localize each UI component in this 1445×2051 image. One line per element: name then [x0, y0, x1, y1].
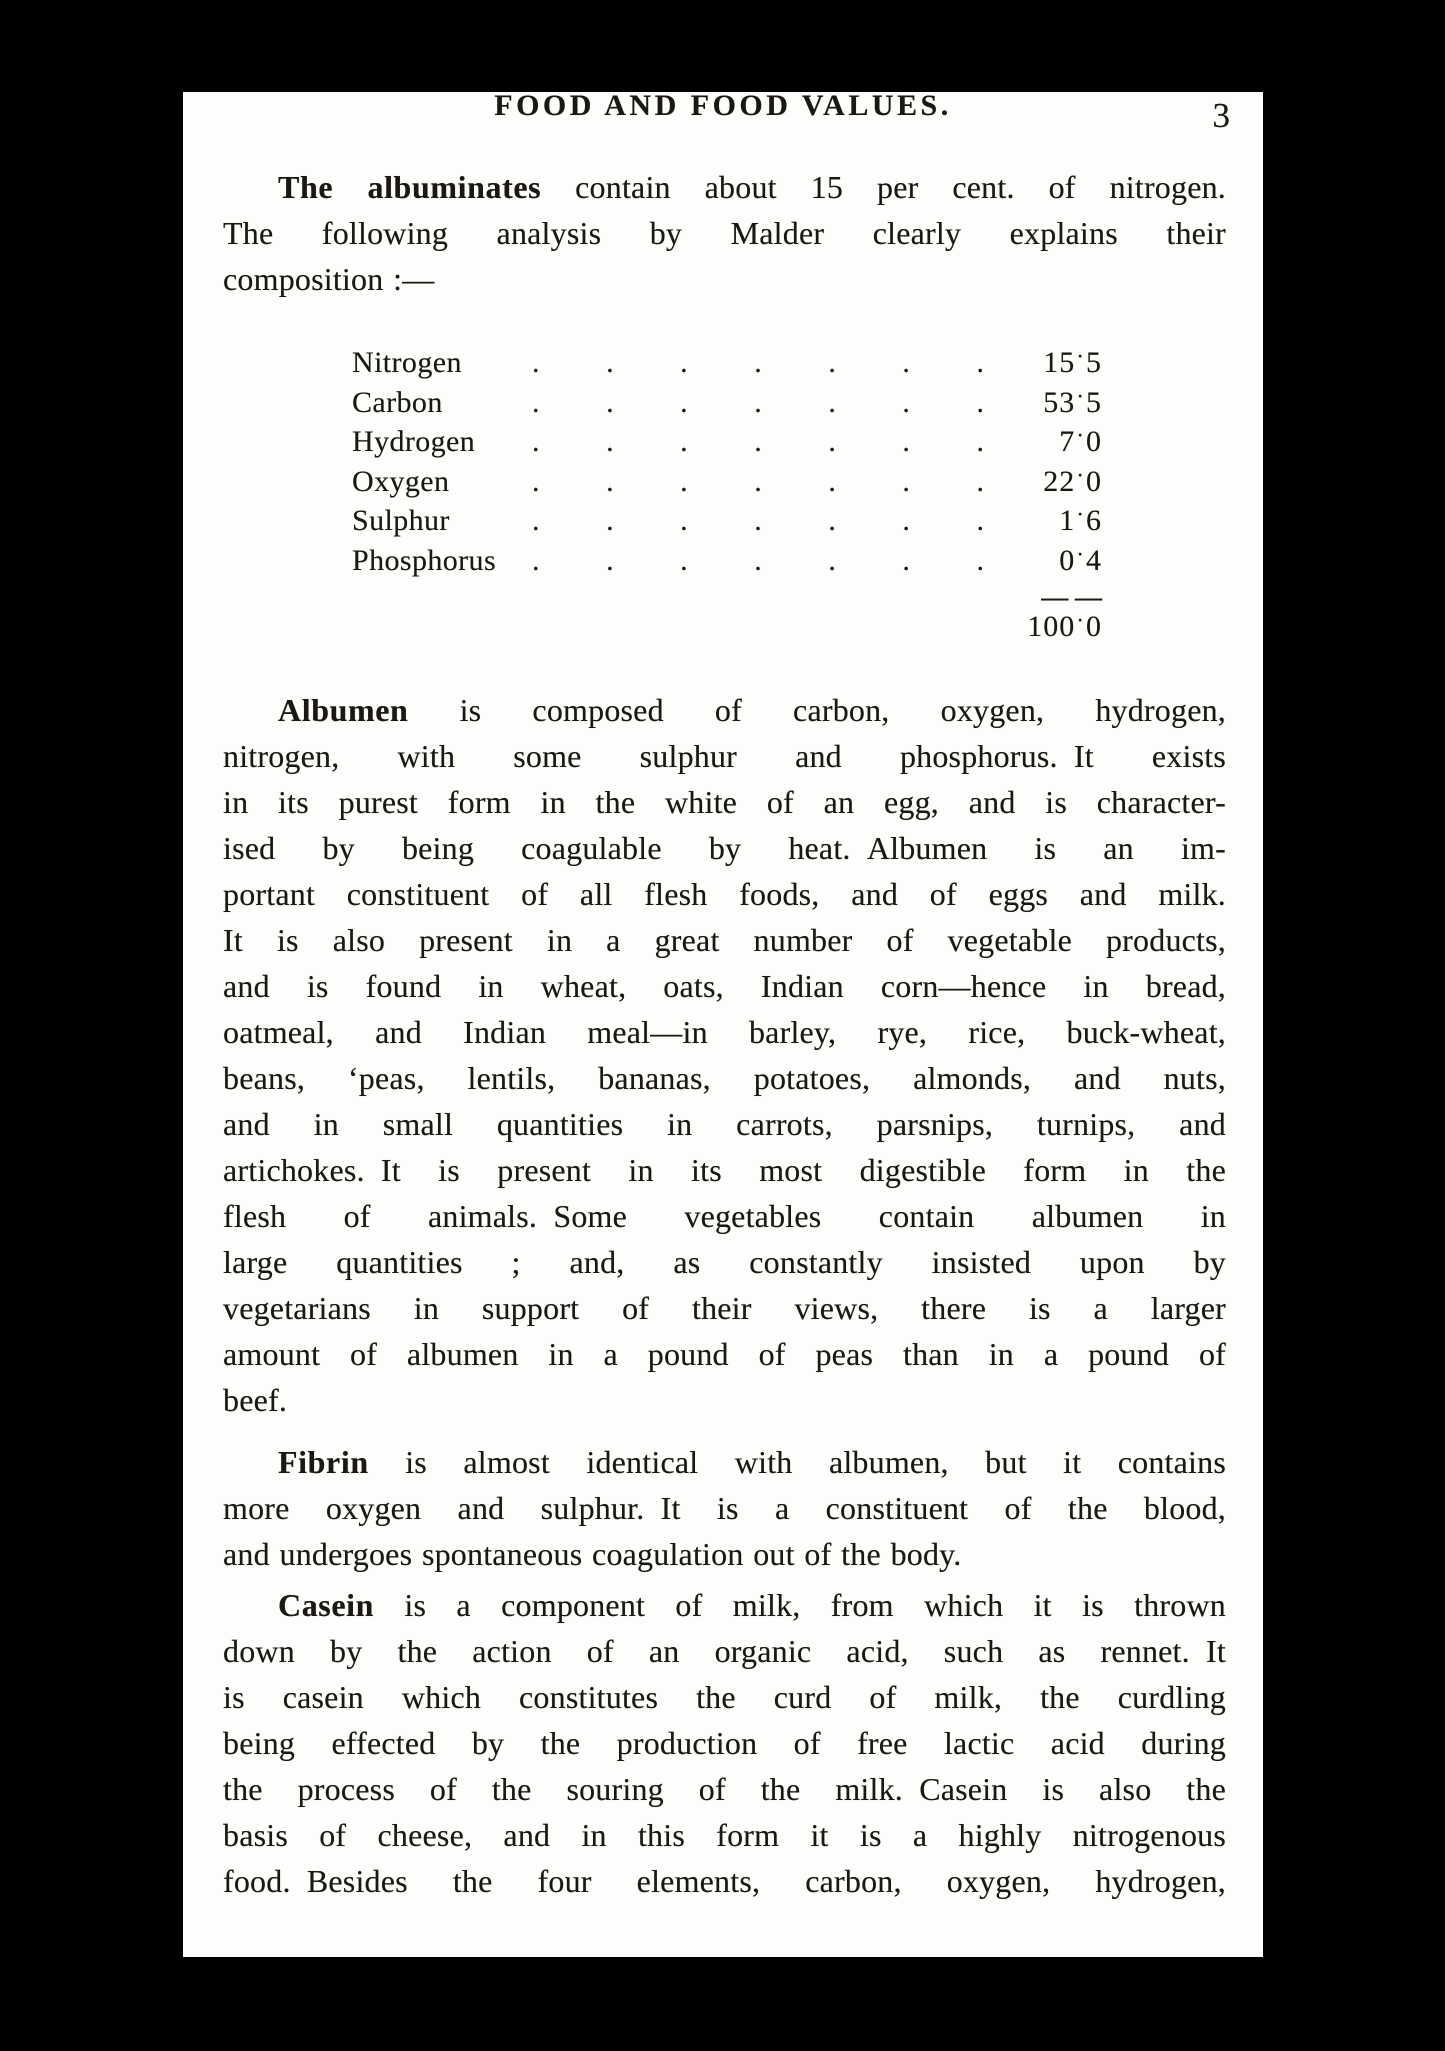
element-name: Carbon	[352, 385, 443, 419]
element-name: Nitrogen	[352, 346, 462, 379]
dot-leader: . . . . . . .	[532, 504, 984, 537]
text-line: down by the action of an organic acid, such as rennet. It	[223, 1633, 1226, 1669]
decimal-point: ·	[1076, 502, 1085, 529]
text-line: food. Besides the four elements, carbon, oxygen, hydrogen,	[223, 1863, 1226, 1899]
analysis-row	[352, 422, 1102, 462]
element-percentage: 53·5	[1043, 383, 1102, 419]
text-line: composition :—	[223, 261, 435, 297]
analysis-row	[352, 343, 1102, 383]
decimal-point: ·	[1076, 462, 1085, 489]
paragraph-lead-word: Albumen	[278, 692, 409, 728]
dot-leader: . . . . . . .	[532, 543, 984, 577]
paragraph-lead-word: The albuminates	[278, 169, 542, 205]
decimal-point: ·	[1076, 423, 1085, 450]
dot-leader: . . . . . . .	[532, 425, 984, 458]
text-line: being effected by the production of free lactic acid during	[223, 1725, 1226, 1761]
text-line: The albuminates contain about 15 per cent. of nitrogen.	[278, 169, 1227, 205]
text-line: basis of cheese, and in this form it is a highly nitrogenous	[223, 1817, 1226, 1853]
page-number: 3	[1212, 96, 1230, 135]
text-line: nitrogen, with some sulphur and phosphorus. It exists	[223, 738, 1226, 774]
text-line: more oxygen and sulphur. It is a constituent of the blood,	[223, 1490, 1226, 1526]
text-line: The following analysis by Malder clearly explains their	[223, 215, 1226, 251]
element-percentage: 7·0	[1059, 423, 1102, 458]
text-line: beef.	[223, 1382, 288, 1418]
text-line: portant constituent of all flesh foods, and of eggs and milk.	[223, 876, 1226, 912]
sum-rule: — —	[1041, 582, 1102, 612]
paragraph-casein	[223, 1582, 1226, 1904]
element-percentage: 15·5	[1043, 344, 1102, 379]
total-value: 100·0	[1027, 608, 1102, 643]
element-name: Sulphur	[352, 504, 450, 537]
text-line: in its purest form in the white of an egg, and is character-	[223, 784, 1226, 820]
dot-leader: . . . . . . .	[532, 464, 984, 498]
text-line: amount of albumen in a pound of peas than in a pound of	[223, 1336, 1226, 1372]
dot-leader: . . . . . . .	[532, 385, 984, 419]
text-line: Casein is a component of milk, from which it is thrown	[278, 1587, 1226, 1623]
element-percentage: 0·4	[1059, 541, 1102, 577]
text-line: oatmeal, and Indian meal—in barley, rye, rice, buck-wheat,	[223, 1014, 1226, 1050]
paragraph-albumen	[223, 687, 1226, 1423]
dot-leader: . . . . . . .	[532, 346, 984, 379]
page-title: FOOD AND FOOD VALUES.	[494, 92, 952, 122]
text-line: ised by being coagulable by heat. Albumen is an im-	[223, 830, 1226, 866]
running-head	[183, 92, 1263, 127]
text-line: vegetarians in support of their views, there is a larger	[223, 1290, 1226, 1326]
decimal-point: ·	[1076, 383, 1085, 410]
element-name: Phosphorus	[352, 543, 497, 577]
paragraph-lead-word: Casein	[278, 1587, 375, 1623]
text-line: Albumen is composed of carbon, oxygen, hydrogen,	[278, 692, 1226, 728]
analysis-table-rows	[352, 343, 1102, 580]
analysis-row	[352, 462, 1102, 502]
text-line: beans, ‘peas, lentils, bananas, potatoes, almonds, and nuts,	[223, 1060, 1226, 1096]
element-percentage: 1·6	[1059, 502, 1102, 537]
element-name: Hydrogen	[352, 425, 476, 458]
text-line: flesh of animals. Some vegetables contain albumen in	[223, 1198, 1226, 1234]
analysis-row	[352, 501, 1102, 541]
element-name: Oxygen	[352, 464, 450, 498]
element-percentage: 22·0	[1043, 462, 1102, 498]
analysis-row	[352, 383, 1102, 423]
text-line: It is also present in a great number of vegetable products,	[223, 922, 1226, 958]
decimal-point: ·	[1076, 344, 1085, 371]
decimal-point: ·	[1076, 608, 1085, 635]
text-line: large quantities ; and, as constantly insisted upon by	[223, 1244, 1226, 1280]
text-line: and in small quantities in carrots, parsnips, turnips, and	[223, 1106, 1226, 1142]
paragraph-lead-word: Fibrin	[278, 1444, 369, 1480]
analysis-table	[352, 343, 1102, 645]
book-page	[183, 92, 1263, 1957]
text-line: artichokes. It is present in its most digestible form in the	[223, 1152, 1226, 1188]
paragraph-intro	[223, 164, 1226, 302]
text-line: the process of the souring of the milk. Casein is also the	[223, 1771, 1226, 1807]
decimal-point: ·	[1076, 541, 1085, 568]
text-line: and undergoes spontaneous coagulation out of the body.	[223, 1536, 962, 1572]
sum-total	[352, 609, 1102, 645]
text-line: Fibrin is almost identical with albumen, but it contains	[278, 1444, 1226, 1480]
text-line: and is found in wheat, oats, Indian corn—hence in bread,	[223, 968, 1226, 1004]
analysis-row	[352, 541, 1102, 581]
paragraph-fibrin	[223, 1439, 1226, 1577]
text-line: is casein which constitutes the curd of milk, the curdling	[223, 1679, 1226, 1715]
